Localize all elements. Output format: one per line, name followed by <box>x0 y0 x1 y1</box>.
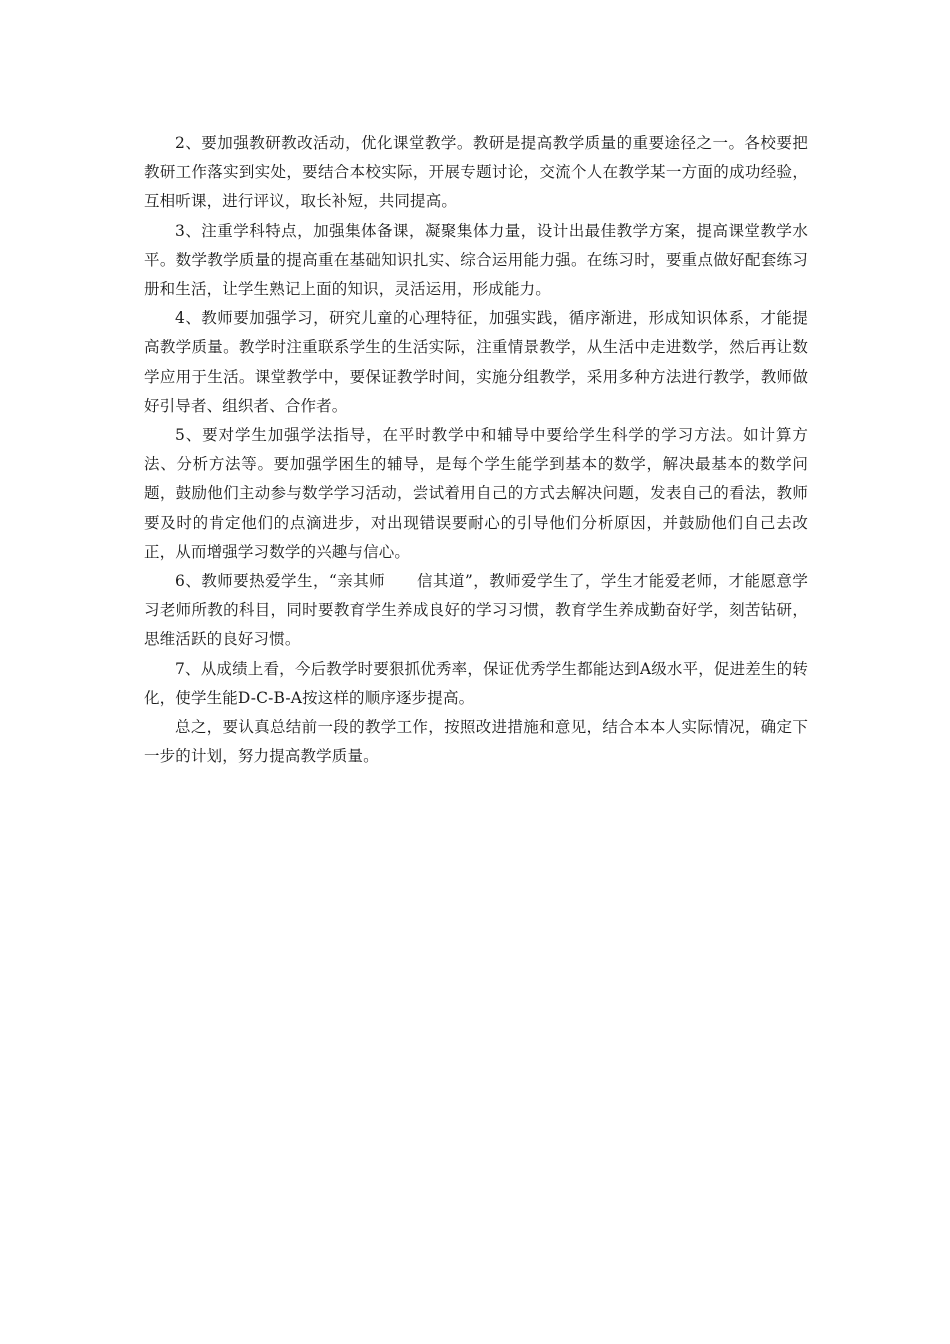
paragraph-item-2: 2、要加强教研教改活动，优化课堂教学。教研是提高教学质量的重要途径之一。各校要把教研工作落实到实处，要结合本校实际，开展专题讨论，交流个人在教学某一方面的成功经验，互相听课，进行评议，取长补短，共同提高。 <box>144 134 808 211</box>
paragraph-item-4: 4、教师要加强学习，研究儿童的心理特征，加强实践，循序渐进，形成知识体系，才能提高教学质量。教学时注重联系学生的生活实际，注重情景教学，从生活中走进数学，然后再让数学应用于生活。课堂教学中，要保证教学时间，实施分组教学，采用多种方法进行教学，教师做好引导者、组织者、合作者。 <box>144 309 808 415</box>
paragraph-summary: 总之，要认真总结前一段的教学工作，按照改进措施和意见，结合本本人实际情况，确定下一步的计划，努力提高教学质量。 <box>144 718 808 766</box>
paragraph-item-7: 7、从成绩上看，今后教学时要狠抓优秀率，保证优秀学生都能达到A级水平，促进差生的转化，使学生能D-C-B-A按这样的顺序逐步提高。 <box>144 659 808 707</box>
paragraph-item-6: 6、教师要热爱学生，“亲其师 信其道”，教师爱学生了，学生才能爱老师，才能愿意学习老师所教的科目，同时要教育学生养成良好的学习习惯，教育学生养成勤奋好学，刻苦钻研，思维活跃的良好习惯。 <box>144 572 808 649</box>
paragraph-item-5: 5、要对学生加强学法指导，在平时教学中和辅导中要给学生科学的学习方法。如计算方法、分析方法等。要加强学困生的辅导，是每个学生能学到基本的数学，解决最基本的数学问题，鼓励他们主动参与数学学习活动，尝试着用自己的方式去解决问题，发表自己的看法，教师要及时的肯定他们的点滴进步，对出现错误要耐心的引导他们分析原因，并鼓励他们自己去改正，从而增强学习数学的兴趣与信心。 <box>144 426 808 561</box>
paragraph-item-3: 3、注重学科特点，加强集体备课，凝聚集体力量，设计出最佳教学方案，提高课堂教学水平。数学教学质量的提高重在基础知识扎实、综合运用能力强。在练习时，要重点做好配套练习册和生活，让学生熟记上面的知识，灵活运用，形成能力。 <box>144 221 808 299</box>
document-body <box>144 129 808 771</box>
